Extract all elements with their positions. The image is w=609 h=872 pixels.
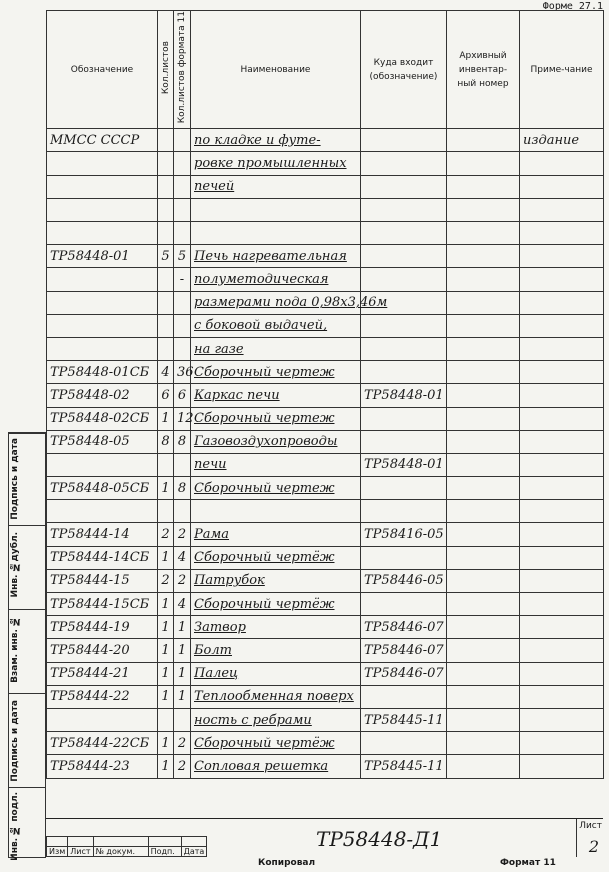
row-note: издание	[520, 129, 604, 152]
row-note	[520, 337, 604, 360]
sheet-box	[576, 819, 603, 857]
row-note	[520, 732, 604, 755]
stamp-list: Лист	[68, 847, 93, 857]
row-format-sheets: 1	[174, 616, 191, 639]
row-name: Рама	[191, 523, 361, 546]
side-label: Взам. инв. №	[10, 616, 20, 683]
row-archive	[447, 500, 520, 523]
row-where-used: ТР58445-11	[361, 755, 447, 778]
row-sheets-count: 1	[158, 407, 174, 430]
row-name: Каркас печи	[191, 384, 361, 407]
row-name: печей	[191, 175, 361, 198]
table-row	[47, 732, 604, 755]
row-name: ровке промышленных	[191, 152, 361, 175]
row-note	[520, 662, 604, 685]
row-where-used: ТР58446-05	[361, 569, 447, 592]
row-designation	[47, 708, 158, 731]
row-note	[520, 685, 604, 708]
table-row	[47, 129, 604, 152]
format-label: Формат 11	[500, 858, 556, 868]
row-sheets-count: 1	[158, 593, 174, 616]
row-note	[520, 477, 604, 500]
row-where-used	[361, 314, 447, 337]
header-format-sheets: Кол.листов формата 11	[177, 11, 187, 124]
row-designation	[47, 175, 158, 198]
table-row	[47, 639, 604, 662]
row-where-used	[361, 337, 447, 360]
row-name: Сопловая решетка	[191, 755, 361, 778]
row-name: с боковой выдачей,	[191, 314, 361, 337]
row-archive	[447, 546, 520, 569]
row-archive	[447, 407, 520, 430]
row-designation	[47, 337, 158, 360]
row-archive	[447, 616, 520, 639]
row-note	[520, 222, 604, 245]
sheet-number: 2	[588, 837, 599, 856]
row-format-sheets: 2	[174, 569, 191, 592]
stamp-date: Дата	[181, 847, 207, 857]
row-sheets-count: 1	[158, 732, 174, 755]
row-designation	[47, 500, 158, 523]
header-designation: Обозначение	[47, 11, 158, 129]
table-row	[47, 430, 604, 453]
copied-label: Копировал	[258, 858, 316, 868]
row-archive	[447, 129, 520, 152]
row-where-used	[361, 175, 447, 198]
row-archive	[447, 523, 520, 546]
row-archive	[447, 662, 520, 685]
row-sheets-count	[158, 453, 174, 476]
row-format-sheets: 36	[174, 361, 191, 384]
row-sheets-count	[158, 268, 174, 291]
row-designation: ТР58444-23	[47, 755, 158, 778]
row-designation: ТР58448-02	[47, 384, 158, 407]
row-where-used	[361, 268, 447, 291]
row-note	[520, 755, 604, 778]
row-sheets-count: 1	[158, 546, 174, 569]
row-where-used: ТР58446-07	[361, 662, 447, 685]
row-where-used	[361, 407, 447, 430]
table-row	[47, 546, 604, 569]
row-archive	[447, 291, 520, 314]
row-format-sheets: 8	[174, 430, 191, 453]
row-format-sheets: -	[174, 268, 191, 291]
row-sheets-count	[158, 337, 174, 360]
row-where-used: ТР58448-01	[361, 453, 447, 476]
row-where-used: ТР58448-01	[361, 384, 447, 407]
row-designation: ММСС СССР	[47, 129, 158, 152]
row-name: полуметодическая	[191, 268, 361, 291]
document-code: ТР58448-Д1	[316, 827, 443, 851]
row-name: Сборочный чертёж	[191, 546, 361, 569]
table-row	[47, 361, 604, 384]
row-name: Сборочный чертёж	[191, 732, 361, 755]
row-sheets-count: 1	[158, 639, 174, 662]
row-archive	[447, 198, 520, 221]
row-archive	[447, 361, 520, 384]
row-archive	[447, 384, 520, 407]
row-sheets-count: 5	[158, 245, 174, 268]
row-note	[520, 175, 604, 198]
row-archive	[447, 268, 520, 291]
row-name: ность с ребрами	[191, 708, 361, 731]
table-row	[47, 268, 604, 291]
row-where-used	[361, 361, 447, 384]
row-note	[520, 500, 604, 523]
row-where-used	[361, 593, 447, 616]
row-designation: ТР58444-21	[47, 662, 158, 685]
row-designation	[47, 222, 158, 245]
sheet-label: Лист	[579, 821, 602, 831]
row-name: размерами пода 0,98х3,46м	[191, 291, 361, 314]
row-format-sheets: 4	[174, 593, 191, 616]
row-where-used	[361, 732, 447, 755]
row-format-sheets: 1	[174, 685, 191, 708]
row-name: Патрубок	[191, 569, 361, 592]
row-sheets-count: 1	[158, 662, 174, 685]
row-archive	[447, 245, 520, 268]
row-designation: ТР58444-14	[47, 523, 158, 546]
table-row	[47, 477, 604, 500]
row-format-sheets: 1	[174, 662, 191, 685]
row-format-sheets: 6	[174, 384, 191, 407]
row-archive	[447, 430, 520, 453]
row-name: Сборочный чертеж	[191, 361, 361, 384]
table-row	[47, 198, 604, 221]
row-where-used	[361, 685, 447, 708]
header-note: Приме-чание	[520, 11, 604, 129]
row-archive	[447, 732, 520, 755]
row-archive	[447, 314, 520, 337]
row-name: Болт	[191, 639, 361, 662]
row-where-used	[361, 245, 447, 268]
row-designation: ТР58444-22СБ	[47, 732, 158, 755]
row-note	[520, 268, 604, 291]
row-note	[520, 523, 604, 546]
row-archive	[447, 453, 520, 476]
row-format-sheets	[174, 453, 191, 476]
table-row	[47, 291, 604, 314]
row-sheets-count	[158, 175, 174, 198]
row-designation: ТР58444-15СБ	[47, 593, 158, 616]
row-where-used	[361, 500, 447, 523]
row-name: Газовоздухопроводы	[191, 430, 361, 453]
row-archive	[447, 175, 520, 198]
row-format-sheets	[174, 129, 191, 152]
row-sheets-count: 1	[158, 755, 174, 778]
row-format-sheets	[174, 337, 191, 360]
row-archive	[447, 337, 520, 360]
row-note	[520, 314, 604, 337]
row-name: на газе	[191, 337, 361, 360]
row-sheets-count	[158, 291, 174, 314]
row-format-sheets	[174, 291, 191, 314]
row-sheets-count: 1	[158, 685, 174, 708]
row-format-sheets: 2	[174, 755, 191, 778]
row-format-sheets: 2	[174, 523, 191, 546]
specification-table	[46, 10, 604, 779]
header-where-used: Куда входит (обозначение)	[361, 11, 447, 129]
header-sheets-count: Кол.листов	[161, 40, 171, 94]
row-designation: ТР58444-14СБ	[47, 546, 158, 569]
row-designation	[47, 198, 158, 221]
row-designation	[47, 152, 158, 175]
row-designation: ТР58448-02СБ	[47, 407, 158, 430]
table-row	[47, 523, 604, 546]
stamp-doc-no: № докум.	[93, 847, 148, 857]
row-sheets-count	[158, 708, 174, 731]
row-sheets-count: 2	[158, 523, 174, 546]
row-format-sheets	[174, 198, 191, 221]
table-row	[47, 755, 604, 778]
stamp-izm: Изм	[47, 847, 68, 857]
stamp-sign: Подп.	[148, 847, 181, 857]
side-label: Подпись и дата	[10, 438, 20, 520]
table-row	[47, 407, 604, 430]
row-sheets-count: 8	[158, 430, 174, 453]
table-row	[47, 245, 604, 268]
row-archive	[447, 222, 520, 245]
row-archive	[447, 639, 520, 662]
row-name: Затвор	[191, 616, 361, 639]
row-sheets-count: 2	[158, 569, 174, 592]
row-format-sheets: 8	[174, 477, 191, 500]
row-format-sheets	[174, 314, 191, 337]
row-where-used: ТР58445-11	[361, 708, 447, 731]
table-row	[47, 500, 604, 523]
row-sheets-count: 1	[158, 616, 174, 639]
row-name: Сборочный чертеж	[191, 477, 361, 500]
row-note	[520, 708, 604, 731]
row-note	[520, 384, 604, 407]
row-sheets-count: 6	[158, 384, 174, 407]
row-name	[191, 222, 361, 245]
row-note	[520, 616, 604, 639]
side-label: Инв. № подл.	[10, 792, 20, 861]
row-archive	[447, 755, 520, 778]
row-name: Палец	[191, 662, 361, 685]
side-stamp	[8, 432, 46, 861]
row-name	[191, 198, 361, 221]
row-sheets-count	[158, 152, 174, 175]
row-designation: ТР58448-05	[47, 430, 158, 453]
row-name: печи	[191, 453, 361, 476]
row-note	[520, 453, 604, 476]
row-designation	[47, 314, 158, 337]
row-format-sheets: 2	[174, 732, 191, 755]
row-format-sheets	[174, 175, 191, 198]
row-sheets-count: 1	[158, 477, 174, 500]
row-note	[520, 430, 604, 453]
row-designation	[47, 291, 158, 314]
table-header	[47, 11, 604, 129]
row-where-used	[361, 152, 447, 175]
row-where-used: ТР58446-07	[361, 639, 447, 662]
row-format-sheets	[174, 152, 191, 175]
row-name: Сборочный чертёж	[191, 593, 361, 616]
row-format-sheets	[174, 708, 191, 731]
row-where-used	[361, 546, 447, 569]
row-sheets-count	[158, 222, 174, 245]
row-where-used	[361, 430, 447, 453]
row-format-sheets	[174, 500, 191, 523]
header-archive: Архивный инвентар-ный номер	[447, 11, 520, 129]
row-designation: ТР58448-05СБ	[47, 477, 158, 500]
table-row	[47, 662, 604, 685]
row-name: Сборочный чертеж	[191, 407, 361, 430]
title-block-grid	[46, 836, 207, 857]
table-row	[47, 569, 604, 592]
table-row	[47, 152, 604, 175]
row-designation: ТР58444-19	[47, 616, 158, 639]
row-sheets-count	[158, 198, 174, 221]
row-where-used: ТР58416-05	[361, 523, 447, 546]
row-designation: ТР58444-15	[47, 569, 158, 592]
row-note	[520, 407, 604, 430]
row-designation: ТР58448-01СБ	[47, 361, 158, 384]
side-label: Подпись и дата	[10, 700, 20, 782]
row-name: Теплообменная поверх	[191, 685, 361, 708]
row-note	[520, 593, 604, 616]
row-sheets-count	[158, 129, 174, 152]
row-archive	[447, 685, 520, 708]
row-note	[520, 198, 604, 221]
row-note	[520, 569, 604, 592]
row-archive	[447, 593, 520, 616]
row-archive	[447, 152, 520, 175]
row-where-used: ТР58446-07	[361, 616, 447, 639]
row-archive	[447, 477, 520, 500]
row-archive	[447, 569, 520, 592]
row-designation: ТР58448-01	[47, 245, 158, 268]
table-row	[47, 175, 604, 198]
row-note	[520, 639, 604, 662]
row-format-sheets: 12	[174, 407, 191, 430]
row-designation	[47, 453, 158, 476]
header-name: Наименование	[191, 11, 361, 129]
row-format-sheets	[174, 222, 191, 245]
row-name: Печь нагревательная	[191, 245, 361, 268]
row-where-used	[361, 129, 447, 152]
table-row	[47, 337, 604, 360]
table-row	[47, 616, 604, 639]
row-designation: ТР58444-20	[47, 639, 158, 662]
row-format-sheets: 1	[174, 639, 191, 662]
row-designation	[47, 268, 158, 291]
table-row	[47, 384, 604, 407]
row-note	[520, 546, 604, 569]
row-note	[520, 152, 604, 175]
side-label: Инв. №дубл.	[10, 532, 20, 598]
table-row	[47, 685, 604, 708]
row-note	[520, 361, 604, 384]
table-row	[47, 708, 604, 731]
row-name: по кладке и футе-	[191, 129, 361, 152]
row-sheets-count	[158, 500, 174, 523]
table-row	[47, 453, 604, 476]
form-label: Форме 27.1	[542, 1, 603, 12]
row-format-sheets: 5	[174, 245, 191, 268]
row-where-used	[361, 222, 447, 245]
row-format-sheets: 4	[174, 546, 191, 569]
row-sheets-count	[158, 314, 174, 337]
row-designation: ТР58444-22	[47, 685, 158, 708]
row-note	[520, 291, 604, 314]
table-row	[47, 314, 604, 337]
row-note	[520, 245, 604, 268]
table-row	[47, 222, 604, 245]
row-archive	[447, 708, 520, 731]
row-where-used	[361, 477, 447, 500]
row-where-used	[361, 198, 447, 221]
title-block	[46, 818, 603, 857]
row-sheets-count: 4	[158, 361, 174, 384]
table-row	[47, 593, 604, 616]
row-name	[191, 500, 361, 523]
